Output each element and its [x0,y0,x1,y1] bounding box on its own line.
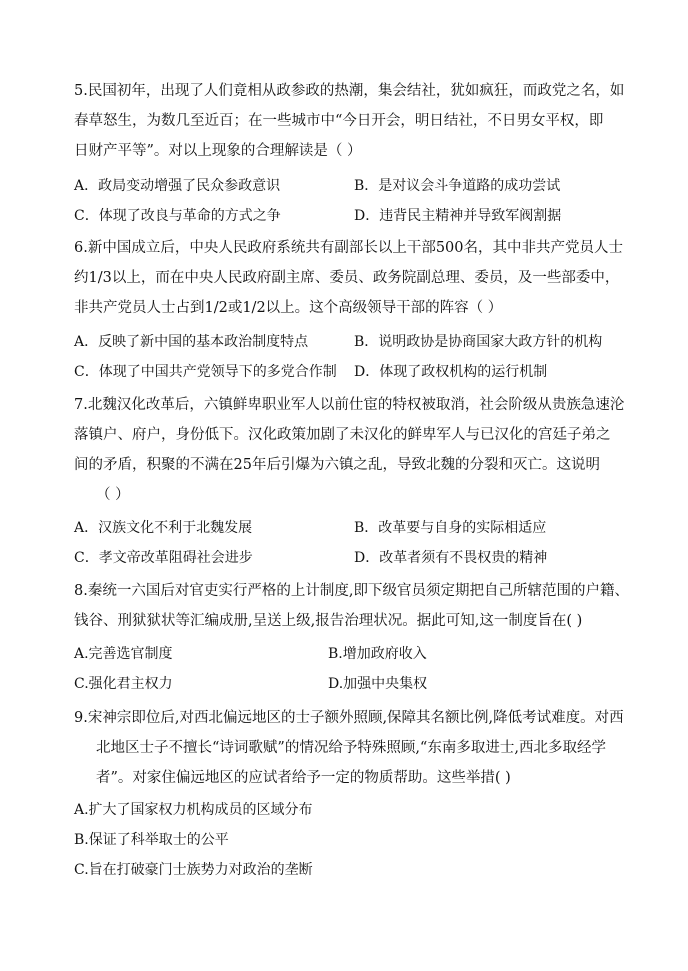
question-7-option-c: C．孝文帝改革阻碍社会进步 [74,550,253,566]
question-6-option-a: A．反映了新中国的基本政治制度特点 [74,334,309,350]
question-6-line-3: 非共产党员人士占到1/2或1/2以上。这个高级领导干部的阵容（ ） [74,300,503,316]
question-8-line-2: 钱谷、刑狱狱状等汇编成册,呈送上级,报告治理状况。据此可知,这一制度旨在( ) [74,613,583,629]
question-7-option-a: A．汉族文化不利于北魏发展 [74,520,253,536]
question-9 [74,703,624,793]
question-9-options [74,795,634,885]
question-7-option-b: B．改革要与自身的实际相适应 [354,520,547,536]
question-9-line-2: 北地区士子不擅长“诗词歌赋”的情况给予特殊照顾,“东南多取进士,西北多取经学 [96,740,606,756]
question-5-option-c: C．体现了改良与革命的方式之争 [74,208,281,224]
question-5-line-3: 日财产平等”。对以上现象的合理解读是（ ） [74,143,362,159]
question-5-option-b: B．是对议会斗争道路的成功尝试 [354,178,561,194]
question-7-option-d: D．改革者须有不畏权贵的精神 [354,550,548,566]
question-7-line-3: 间的矛盾，积聚的不满在25年后引爆为六镇之乱，导致北魏的分裂和灭亡。这说明 [74,457,600,473]
question-6 [74,233,624,323]
question-6-options [74,327,634,387]
question-5-options [74,171,634,231]
question-8-line-1: 8.秦统一六国后对官吏实行严格的上计制度,即下级官员须定期把自己所辖范围的户籍、 [74,583,629,599]
question-7-line-2: 落镇户、府户，身份低下。汉化政策加剧了未汉化的鲜卑军人与已汉化的宫廷子弟之 [74,427,611,443]
question-5-line-2: 春草怒生，为数几至近百；在一些城市中“今日开会，明日结社，不日男女平权，即 [74,113,604,129]
question-9-line-3: 者”。对家住偏远地区的应试者给予一定的物质帮助。这些举措( ) [96,770,511,786]
question-8-option-d: D.加强中央集权 [328,676,428,692]
question-7-line-4: （ ） [96,487,130,503]
question-5-option-a: A．政局变动增强了民众参政意识 [74,178,281,194]
question-9-option-b: B.保证了科举取士的公平 [74,832,229,848]
question-5-option-d: D．违背民主精神并导致军阀割据 [354,208,562,224]
question-5-line-1: 5.民国初年，出现了人们竟相从政参政的热潮，集会结社，犹如疯狂，而政党之名，如 [74,83,625,99]
question-5 [74,76,625,166]
question-6-line-2: 约1/3以上，而在中央人民政府副主席、委员、政务院副总理、委员，及一些部委中， [74,270,620,286]
question-6-option-c: C．体现了中国共产党领导下的多党合作制 [74,364,337,380]
question-7 [74,390,625,510]
question-8 [74,576,629,636]
question-8-option-b: B.增加政府收入 [328,646,427,662]
question-8-option-c: C.强化君主权力 [74,676,173,692]
question-6-option-d: D．体现了政权机构的运行机制 [354,364,548,380]
question-7-options [74,513,634,573]
question-9-option-c: C.旨在打破豪门士族势力对政治的垄断 [74,862,313,878]
question-7-line-1: 7.北魏汉化改革后，六镇鲜卑职业军人以前仕宦的特权被取消，社会阶级从贵族急速沦 [74,397,625,413]
question-9-option-a: A.扩大了国家权力机构成员的区域分布 [74,802,313,818]
question-6-line-1: 6.新中国成立后，中央人民政府系统共有副部长以上干部500名，其中非共产党员人士 [74,240,624,256]
question-9-line-1: 9.宋神宗即位后,对西北偏远地区的士子额外照顾,保障其名额比例,降低考试难度。对西 [74,710,624,726]
question-8-option-a: A.完善选官制度 [74,646,173,662]
question-8-options [74,639,634,699]
question-6-option-b: B．说明政协是协商国家大政方针的机构 [354,334,603,350]
